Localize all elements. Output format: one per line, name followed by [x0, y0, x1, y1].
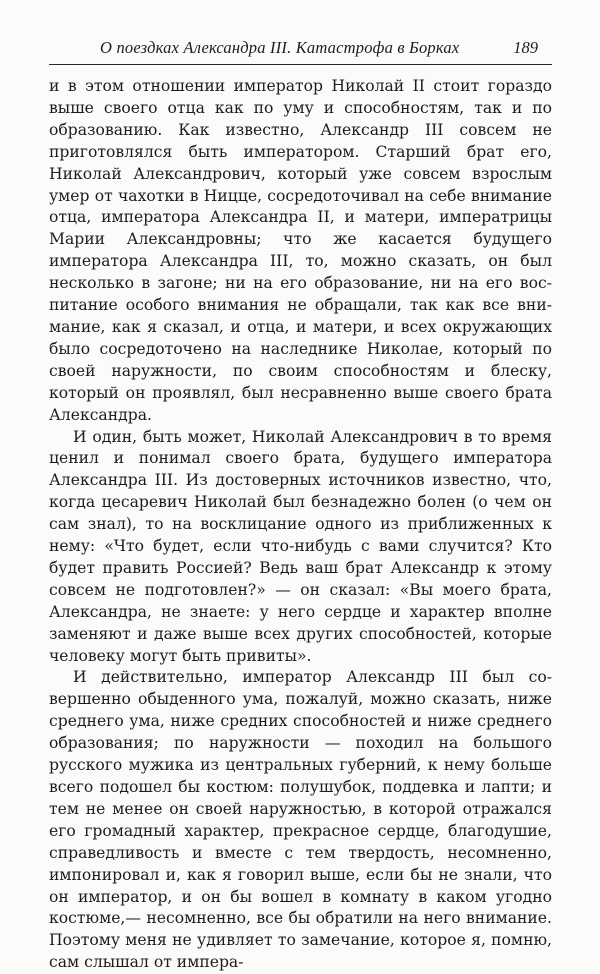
running-title: О поездках Александра III. Катастрофа в Борках: [100, 38, 460, 57]
body-text: [49, 76, 552, 974]
paragraph-3: И действительно, император Александр III был совершенно обыденного ума, пожалуй, можно сказать, ниже среднего ума, ниже средних способностей и ниже среднего образования; по наружности — походил на большого русского мужика из центральных губерний, к нему больше всего подошел бы костюм: полушубок, поддевка и лапти; и тем не менее он своей наружностью, в которой отражался его громадный характер, прекрасное сердце, благодушие, справедливость и вместе с тем твердость, несомненно, импонировал и, как я говорил выше, если бы не знали, что он император, и он бы вошел в комнату в каком угодно костюме,— несомненно, все бы обратили на него внимание. Поэтому меня не удивляет то замечание, которое я, помню, сам слышал от импера-: [49, 668, 552, 972]
paragraph-1: и в этом отношении император Николай II стоит гораздо выше своего отца как по уму и способностям, так и по образованию. Как известно, Александр III совсем не приготовлялся быть императором. Старший брат его, Николай Александрович, который уже совсем взрослым умер от чахотки в Ницце, сосредоточивал на себе внимание отца, императора Александра II, и матери, императрицы Марии Александровны; что же касается будущего императора Александра III, то, можно сказать, он был несколько в загоне; ни на его образование, ни на его воспитание особого внимания не обращали, так как все внимание, как я сказал, и отца, и матери, и всех окружающих было сосредоточено на наследнике Николае, который по своей наружности, по своим способностям и блеску, который он проявлял, был несравненно выше своего брата Александра.: [49, 77, 552, 424]
paragraph-2: И один, быть может, Николай Александрович в то время ценил и понимал своего брата, будущего императора Александра III. Из достоверных источников известно, что, когда цесаревич Николай был безнадежно болен (о чем он сам знал), то на восклицание одного из приближенных к нему: «Что будет, если что-нибудь с вами случится? Кто будет править Россией? Ведь ваш брат Александр к этому совсем не подготовлен?» — он сказал: «Вы моего брата, Александра, не знаете: у него сердце и характер вполне заменяют и даже выше всех других способностей, которые человеку могут быть привиты».: [49, 427, 552, 665]
page-number: 189: [513, 38, 538, 57]
page-header: [50, 36, 550, 60]
header-rule: [49, 64, 552, 65]
